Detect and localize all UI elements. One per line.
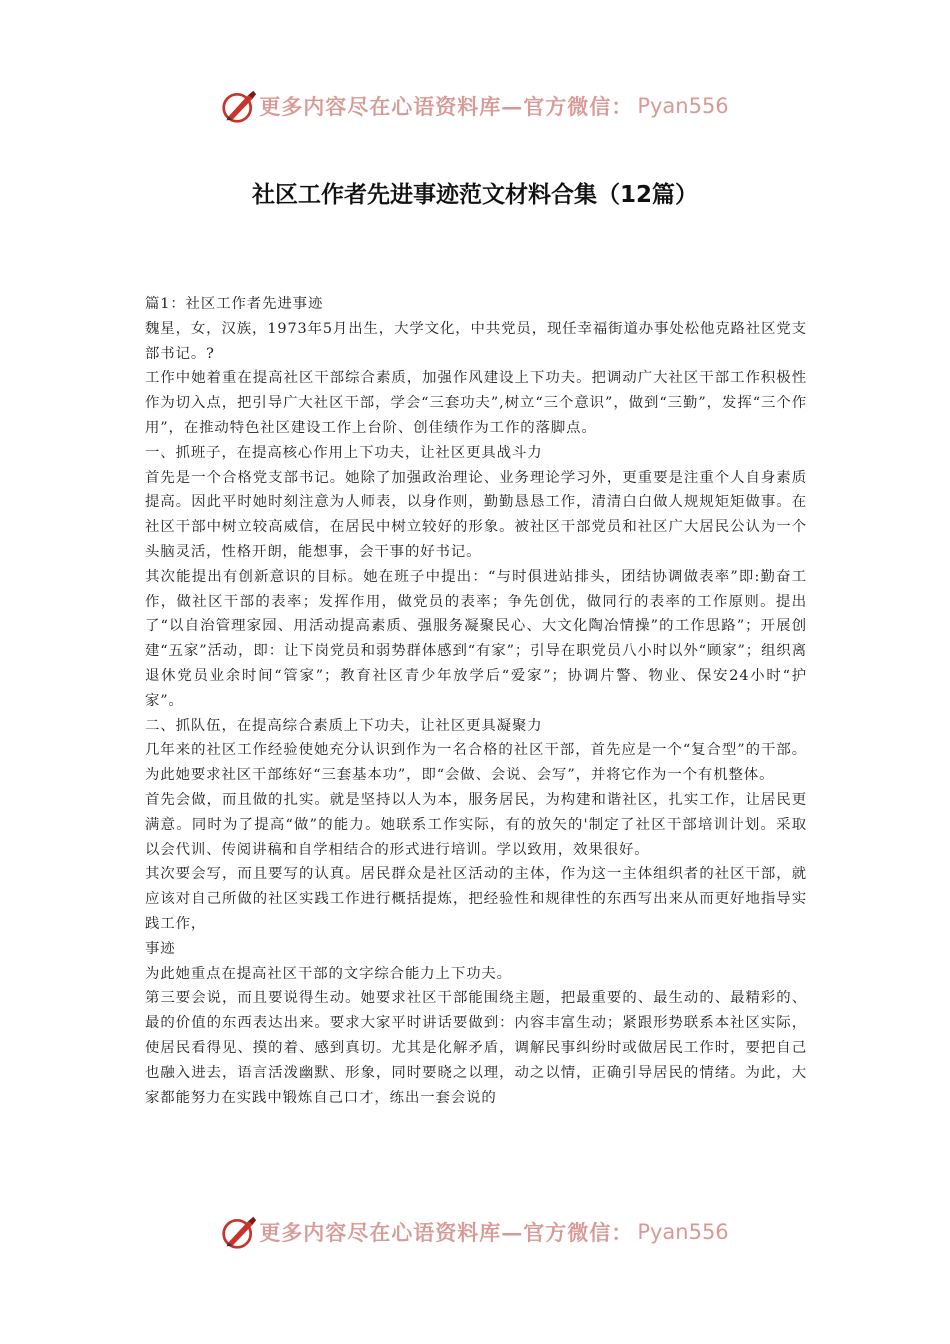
paragraph: 事迹 [145, 940, 176, 957]
paragraph: 为此她重点在提高社区干部的文字综合能力上下功夫。 [145, 965, 512, 982]
paragraph: 几年来的社区工作经验使她充分认识到作为一名合格的社区干部，首先应是一个“复合型”的干部。为此她要求社区干部练好“三套基本功”，即“会做、会说、会写”，并将它作为一个有机整体。 [145, 742, 807, 784]
section-heading: 篇1：社区工作者先进事迹 [145, 296, 324, 312]
paragraph: 首先是一个合格党支部书记。她除了加强政治理论、业务理论学习外，更重要是注重个人自身素质提高。因此平时她时刻注意为人师表，以身作则，勤勤恳恳工作，清清白白做人规规矩矩做事。在社区干部中树立较高威信，在居民中树立较好的形象。被社区干部党员和社区广大居民公认为一个头脑灵活，性格开朗，能想事，会干事的好书记。 [145, 469, 807, 560]
subsection-heading: 一、抓班子，在提高核心作用上下功夫，让社区更具战斗力 [145, 444, 543, 461]
document-body [145, 292, 807, 1110]
paragraph: 其次能提出有创新意识的目标。她在班子中提出：“与时俱进站排头，团结协调做表率”即:勤奋工作，做社区干部的表率；发挥作用，做党员的表率；争先创优，做同行的表率的工作原则。提出了“以自治管理家园、用活动提高素质、强服务凝聚民心、大文化陶冶情操”的工作思路”；开展创建“五家”活动，即：让下岗党员和弱势群体感到“有家”；引导在职党员八小时以外“顾家”；组织离退休党员业余时间“管家”；教育社区青少年放学后“爱家”；协调片警、物业、保安24小时“护家”。 [145, 568, 807, 709]
watermark-text: 更多内容尽在心语资料库—官方微信： [259, 1220, 634, 1245]
watermark-wechat-id: Pyan556 [637, 1220, 729, 1244]
document-title: 社区工作者先进事迹范文材料合集（12篇） [251, 182, 698, 208]
paragraph: 魏星，女，汉族，1973年5月出生，大学文化，中共党员，现任幸福街道办事处松他克路社区党支部书记。? [145, 320, 807, 362]
watermark-banner-bottom [0, 1212, 950, 1252]
paragraph: 工作中她着重在提高社区干部综合素质，加强作风建设上下功夫。把调动广大社区干部工作积极性作为切入点，把引导广大社区干部，学会“三套功夫”,树立“三个意识”，做到“三勤”，发挥“三个作用”，在推动特色社区建设工作上台阶、创佳绩作为工作的落脚点。 [145, 370, 807, 436]
watermark-text: 更多内容尽在心语资料库—官方微信： [259, 94, 634, 119]
pen-logo-icon [221, 88, 257, 124]
paragraph: 首先会做，而且做的扎实。就是坚持以人为本，服务居民，为构建和谐社区，扎实工作，让居民更满意。同时为了提高“做”的能力。她联系工作实际，有的放矢的'制定了社区干部培训计划。采取以会代训、传阅讲稿和自学相结合的形式进行培训。学以致用，效果很好。 [145, 791, 807, 858]
paragraph: 第三要会说，而且要说得生动。她要求社区干部能围绕主题，把最重要的、最生动的、最精彩的、最的价值的东西表达出来。要求大家平时讲话要做到：内容丰富生动；紧跟形势联系本社区实际，使居民看得见、摸的着、感到真切。尤其是化解矛盾，调解民事纠纷时或做居民工作时，要把自己也融入进去，语言活泼幽默、形象，同时要晓之以理，动之以情，正确引导居民的情绪。为此，大家都能努力在实践中锻炼自己口才，练出一套会说的 [145, 990, 807, 1106]
pen-logo-icon [221, 1214, 257, 1250]
paragraph: 其次要会写，而且要写的认真。居民群众是社区活动的主体，作为这一主体组织者的社区干部，就应该对自己所做的社区实践工作进行概括提炼，把经验性和规律性的东西写出来从而更好地指导实践工作， [145, 866, 807, 932]
watermark-wechat-id: Pyan556 [637, 94, 729, 118]
watermark-banner-top [0, 86, 950, 126]
subsection-heading: 二、抓队伍，在提高综合素质上下功夫，让社区更具凝聚力 [145, 717, 543, 734]
